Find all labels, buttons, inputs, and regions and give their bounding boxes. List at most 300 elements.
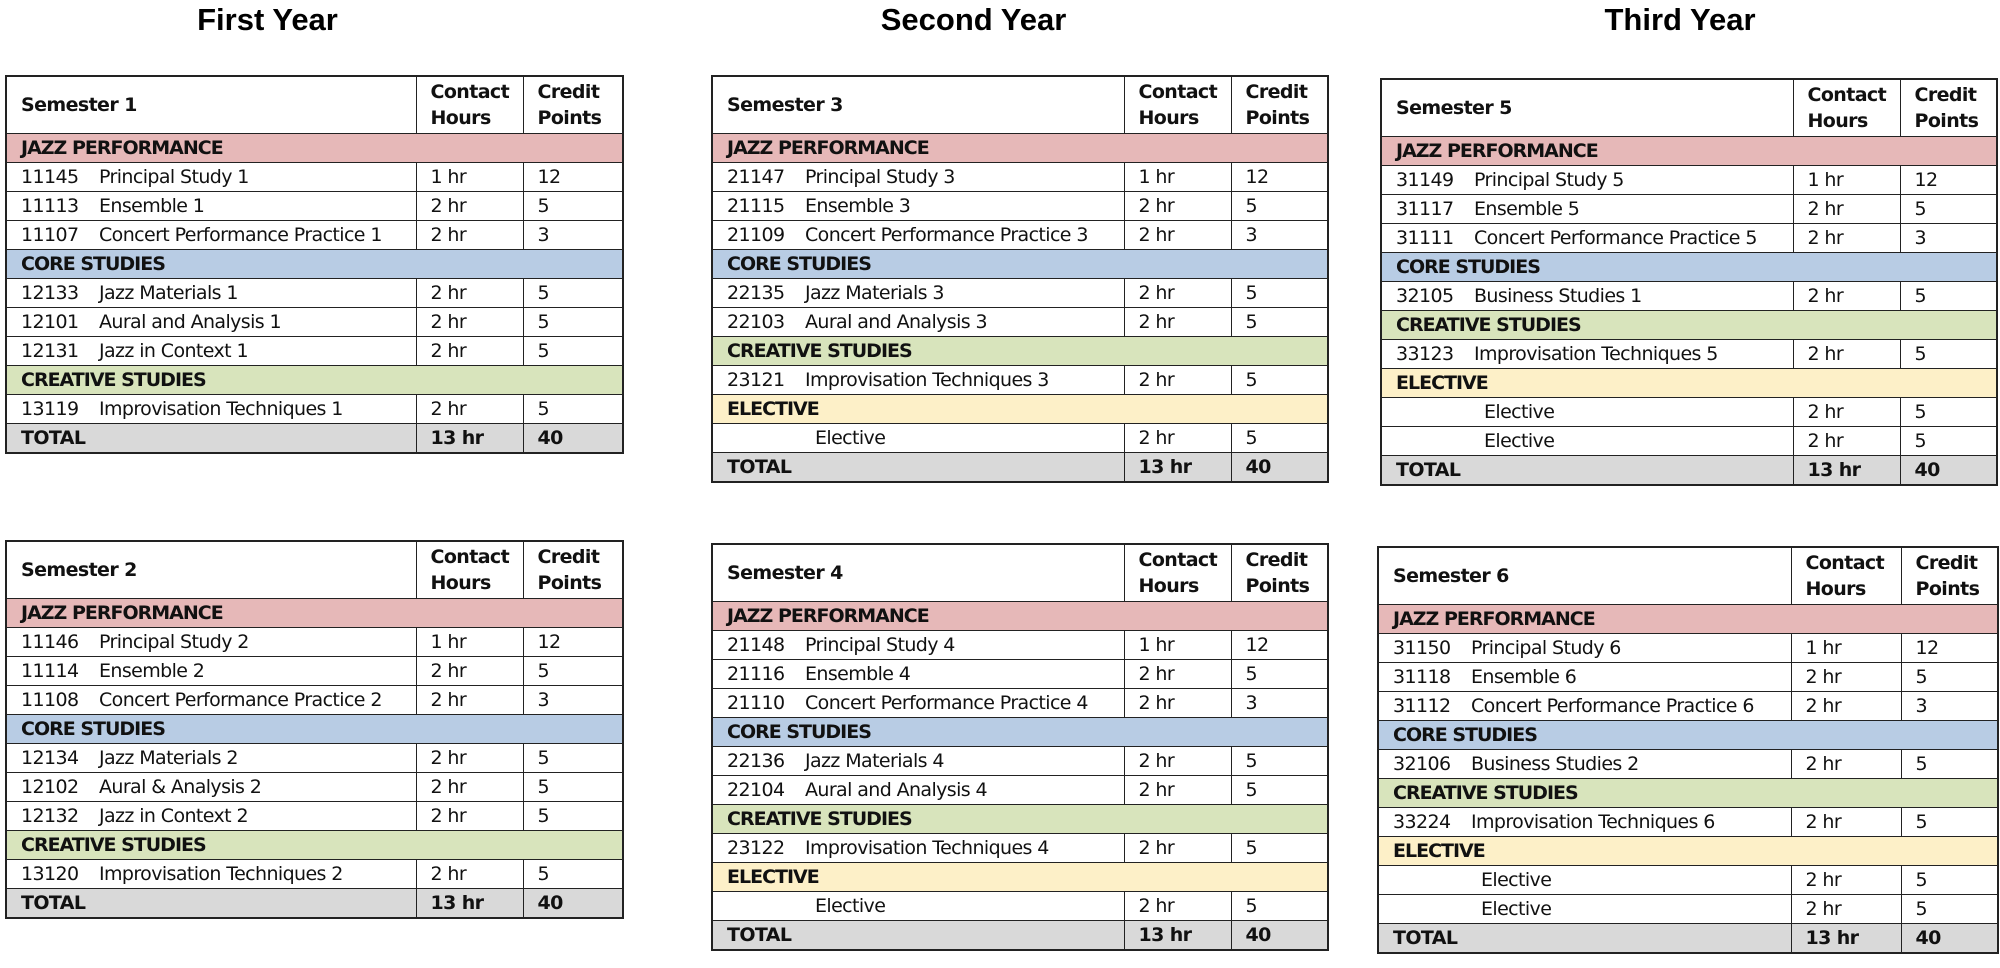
credit-points: 3 [1231, 221, 1328, 250]
total-row [712, 453, 1328, 483]
semester-table [711, 543, 1329, 951]
course-row [1381, 224, 1997, 253]
contact-hours: 2 hr [1793, 282, 1900, 311]
credit-points: 5 [1901, 895, 1998, 924]
header-line: Hours [1138, 107, 1199, 129]
course-cell [1378, 895, 1791, 924]
course-name: Concert Performance Practice 6 [1471, 695, 1754, 717]
category-row [712, 805, 1328, 834]
credit-points: 12 [1231, 163, 1328, 192]
contact-hours: 2 hr [1124, 660, 1231, 689]
credit-points: 5 [523, 279, 623, 308]
category-row [1378, 779, 1998, 808]
total-row [6, 424, 623, 454]
course-code: 21109 [727, 224, 785, 246]
total-points: 40 [523, 424, 623, 454]
course-name: Ensemble 1 [99, 195, 205, 217]
course-name: Concert Performance Practice 4 [805, 692, 1088, 714]
credit-points: 5 [523, 773, 623, 802]
credit-points: 5 [1231, 424, 1328, 453]
course-row [712, 308, 1328, 337]
category-row [6, 715, 623, 744]
course-code: 33123 [1396, 343, 1454, 365]
contact-hours: 2 hr [416, 221, 523, 250]
course-cell [712, 631, 1124, 660]
contact-hours: 2 hr [1793, 224, 1900, 253]
course-cell [712, 660, 1124, 689]
course-code: 21148 [727, 634, 785, 656]
contact-hours: 2 hr [1791, 750, 1901, 779]
category-row [712, 395, 1328, 424]
header-line: Credit [1245, 81, 1308, 103]
credit-points: 5 [523, 744, 623, 773]
course-row [712, 892, 1328, 921]
total-label: TOTAL [1378, 924, 1791, 954]
header-line: Credit [537, 81, 600, 103]
course-row [6, 802, 623, 831]
course-name: Ensemble 3 [805, 195, 911, 217]
credit-points: 5 [523, 657, 623, 686]
course-name: Elective [1481, 898, 1552, 920]
course-row [6, 744, 623, 773]
course-row [6, 163, 623, 192]
course-name: Aural and Analysis 4 [805, 779, 988, 801]
category-row [1378, 721, 1998, 750]
category-label: CREATIVE STUDIES [1378, 779, 1998, 808]
total-points: 40 [1901, 924, 1998, 954]
header-row [1381, 79, 1997, 137]
course-code: 22136 [727, 750, 785, 772]
contact-hours: 2 hr [1124, 776, 1231, 805]
course-cell [712, 776, 1124, 805]
course-row [712, 279, 1328, 308]
category-row [6, 366, 623, 395]
contact-hours: 2 hr [1793, 427, 1900, 456]
credit-points: 5 [1231, 892, 1328, 921]
course-code: 22104 [727, 779, 785, 801]
course-name: Principal Study 1 [99, 166, 249, 188]
total-row [712, 921, 1328, 951]
course-code: 31150 [1393, 637, 1451, 659]
header-line: Points [1245, 575, 1310, 597]
category-row [1378, 605, 1998, 634]
course-name: Business Studies 2 [1471, 753, 1639, 775]
course-row [1378, 866, 1998, 895]
course-name: Improvisation Techniques 4 [805, 837, 1049, 859]
category-label: CORE STUDIES [712, 718, 1328, 747]
contact-hours: 2 hr [416, 192, 523, 221]
contact-hours: 2 hr [1791, 692, 1901, 721]
course-row [1378, 692, 1998, 721]
header-row [1378, 547, 1998, 605]
course-row [6, 192, 623, 221]
course-code: 11113 [21, 195, 79, 217]
course-cell [712, 221, 1124, 250]
course-cell [6, 860, 416, 889]
semester-name: Semester 5 [1381, 79, 1793, 137]
course-code: 12133 [21, 282, 79, 304]
credit-points-header [1231, 76, 1328, 134]
category-row [6, 831, 623, 860]
semester-name: Semester 3 [712, 76, 1124, 134]
course-code: 31111 [1396, 227, 1454, 249]
course-code: 21147 [727, 166, 785, 188]
course-name: Aural & Analysis 2 [99, 776, 262, 798]
course-code: 12132 [21, 805, 79, 827]
course-name: Ensemble 2 [99, 660, 205, 682]
course-cell [1381, 195, 1793, 224]
category-label: ELECTIVE [1378, 837, 1998, 866]
credit-points: 12 [1901, 634, 1998, 663]
category-row [1381, 369, 1997, 398]
credit-points-header [523, 541, 623, 599]
course-row [1378, 634, 1998, 663]
credit-points: 5 [1231, 192, 1328, 221]
course-cell [1381, 282, 1793, 311]
contact-hours: 2 hr [416, 657, 523, 686]
course-cell [712, 834, 1124, 863]
contact-hours: 2 hr [1124, 366, 1231, 395]
credit-points: 3 [523, 686, 623, 715]
course-row [1381, 195, 1997, 224]
credit-points: 5 [1900, 340, 1997, 369]
credit-points: 12 [523, 163, 623, 192]
total-row [1378, 924, 1998, 954]
credit-points: 5 [1231, 660, 1328, 689]
header-line: Contact [1138, 549, 1218, 571]
credit-points: 5 [1901, 750, 1998, 779]
contact-hours: 2 hr [416, 773, 523, 802]
contact-hours: 2 hr [416, 279, 523, 308]
credit-points: 5 [523, 860, 623, 889]
course-code: 12134 [21, 747, 79, 769]
course-cell [1381, 166, 1793, 195]
header-row [712, 76, 1328, 134]
category-label: CREATIVE STUDIES [6, 366, 623, 395]
course-cell [712, 308, 1124, 337]
course-cell [1378, 866, 1791, 895]
credit-points: 5 [1231, 366, 1328, 395]
course-name: Ensemble 4 [805, 663, 911, 685]
total-hours: 13 hr [416, 424, 523, 454]
category-row [1381, 311, 1997, 340]
total-label: TOTAL [6, 889, 416, 919]
course-cell [712, 366, 1124, 395]
category-label: JAZZ PERFORMANCE [712, 602, 1328, 631]
course-cell [1378, 750, 1791, 779]
course-name: Concert Performance Practice 1 [99, 224, 382, 246]
credit-points: 5 [523, 395, 623, 424]
total-row [6, 889, 623, 919]
header-line: Points [1245, 107, 1310, 129]
contact-hours-header [1793, 79, 1900, 137]
course-cell [6, 308, 416, 337]
course-row [712, 776, 1328, 805]
course-code: 12102 [21, 776, 79, 798]
credit-points: 5 [1231, 776, 1328, 805]
course-cell [6, 744, 416, 773]
category-label: JAZZ PERFORMANCE [1381, 137, 1997, 166]
course-name: Concert Performance Practice 5 [1474, 227, 1757, 249]
contact-hours: 2 hr [1793, 398, 1900, 427]
credit-points: 5 [1231, 308, 1328, 337]
category-row [712, 602, 1328, 631]
contact-hours: 2 hr [416, 337, 523, 366]
credit-points: 5 [523, 337, 623, 366]
course-name: Improvisation Techniques 6 [1471, 811, 1715, 833]
contact-hours: 1 hr [416, 628, 523, 657]
semester-name: Semester 4 [712, 544, 1124, 602]
category-label: CREATIVE STUDIES [6, 831, 623, 860]
course-cell [6, 163, 416, 192]
header-line: Points [1915, 578, 1980, 600]
total-label: TOTAL [712, 453, 1124, 483]
course-name: Elective [1481, 869, 1552, 891]
year-title-third: Third Year [1604, 2, 1756, 37]
course-row [6, 221, 623, 250]
total-points: 40 [1900, 456, 1997, 486]
header-line: Hours [430, 107, 491, 129]
total-hours: 13 hr [1124, 921, 1231, 951]
semester-table [1380, 78, 1998, 486]
course-code: 12101 [21, 311, 79, 333]
category-label: ELECTIVE [712, 863, 1328, 892]
course-cell [6, 686, 416, 715]
course-row [1381, 340, 1997, 369]
course-row [1381, 398, 1997, 427]
course-cell [6, 657, 416, 686]
course-name: Principal Study 3 [805, 166, 955, 188]
credit-points-header [1901, 547, 1998, 605]
credit-points: 5 [1900, 282, 1997, 311]
course-row [712, 747, 1328, 776]
credit-points: 5 [1900, 427, 1997, 456]
contact-hours: 2 hr [1791, 808, 1901, 837]
course-code: 11107 [21, 224, 79, 246]
contact-hours: 2 hr [416, 802, 523, 831]
course-row [712, 221, 1328, 250]
course-cell [1378, 634, 1791, 663]
category-label: ELECTIVE [1381, 369, 1997, 398]
course-row [6, 308, 623, 337]
course-row [6, 395, 623, 424]
course-code: 22103 [727, 311, 785, 333]
course-row [1381, 166, 1997, 195]
course-row [6, 337, 623, 366]
contact-hours: 1 hr [1791, 634, 1901, 663]
contact-hours: 2 hr [1124, 221, 1231, 250]
course-name: Improvisation Techniques 2 [99, 863, 343, 885]
credit-points: 12 [1231, 631, 1328, 660]
semester-name: Semester 2 [6, 541, 416, 599]
header-row [712, 544, 1328, 602]
header-line: Contact [1807, 84, 1887, 106]
course-cell [6, 337, 416, 366]
total-points: 40 [523, 889, 623, 919]
header-line: Points [537, 107, 602, 129]
header-row [6, 541, 623, 599]
semester-name: Semester 6 [1378, 547, 1791, 605]
course-cell [712, 163, 1124, 192]
course-name: Jazz in Context 1 [99, 340, 248, 362]
course-code: 32106 [1393, 753, 1451, 775]
contact-hours: 2 hr [1124, 192, 1231, 221]
course-name: Jazz Materials 2 [99, 747, 238, 769]
category-row [712, 337, 1328, 366]
semester-table [711, 75, 1329, 483]
total-label: TOTAL [1381, 456, 1793, 486]
credit-points-header [1900, 79, 1997, 137]
total-label: TOTAL [6, 424, 416, 454]
category-label: CORE STUDIES [6, 715, 623, 744]
course-code: 33224 [1393, 811, 1451, 833]
credit-points: 5 [1231, 834, 1328, 863]
header-line: Points [537, 572, 602, 594]
course-name: Improvisation Techniques 5 [1474, 343, 1718, 365]
course-code: 23122 [727, 837, 785, 859]
contact-hours: 2 hr [1124, 747, 1231, 776]
header-line: Hours [1138, 575, 1199, 597]
course-row [1381, 427, 1997, 456]
course-name: Jazz Materials 4 [805, 750, 944, 772]
contact-hours: 2 hr [1793, 340, 1900, 369]
header-row [6, 76, 623, 134]
course-cell [712, 279, 1124, 308]
course-row [6, 657, 623, 686]
course-row [6, 628, 623, 657]
contact-hours: 2 hr [1124, 308, 1231, 337]
course-name: Ensemble 5 [1474, 198, 1580, 220]
contact-hours: 2 hr [1124, 279, 1231, 308]
credit-points: 12 [1900, 166, 1997, 195]
course-row [712, 424, 1328, 453]
header-line: Credit [1245, 549, 1308, 571]
header-line: Hours [430, 572, 491, 594]
semester-table [5, 75, 624, 454]
category-label: CORE STUDIES [6, 250, 623, 279]
category-label: CORE STUDIES [1381, 253, 1997, 282]
total-hours: 13 hr [416, 889, 523, 919]
contact-hours-header [416, 541, 523, 599]
course-row [712, 192, 1328, 221]
total-row [1381, 456, 1997, 486]
credit-points: 5 [1231, 279, 1328, 308]
header-line: Contact [1138, 81, 1218, 103]
category-label: ELECTIVE [712, 395, 1328, 424]
header-line: Contact [430, 81, 510, 103]
course-cell [1381, 224, 1793, 253]
course-code: 11114 [21, 660, 79, 682]
course-code: 32105 [1396, 285, 1454, 307]
course-name: Jazz in Context 2 [99, 805, 248, 827]
category-row [1381, 137, 1997, 166]
course-name: Elective [815, 895, 886, 917]
contact-hours: 2 hr [416, 395, 523, 424]
contact-hours: 1 hr [1124, 163, 1231, 192]
course-row [6, 686, 623, 715]
course-name: Concert Performance Practice 2 [99, 689, 382, 711]
course-code: 31118 [1393, 666, 1451, 688]
contact-hours: 2 hr [416, 308, 523, 337]
course-code: 31117 [1396, 198, 1454, 220]
total-points: 40 [1231, 453, 1328, 483]
course-code: 23121 [727, 369, 785, 391]
category-row [712, 134, 1328, 163]
course-code: 13120 [21, 863, 79, 885]
contact-hours: 2 hr [1124, 834, 1231, 863]
course-name: Elective [815, 427, 886, 449]
category-label: CREATIVE STUDIES [712, 337, 1328, 366]
year-title-first: First Year [197, 2, 338, 37]
credit-points: 3 [1231, 689, 1328, 718]
credit-points: 5 [1901, 866, 1998, 895]
header-line: Credit [1915, 552, 1978, 574]
course-cell [1378, 808, 1791, 837]
course-cell [6, 221, 416, 250]
course-row [6, 279, 623, 308]
contact-hours: 2 hr [1124, 689, 1231, 718]
course-name: Principal Study 4 [805, 634, 955, 656]
contact-hours-header [1124, 76, 1231, 134]
course-cell [6, 628, 416, 657]
course-row [6, 860, 623, 889]
course-code: 11108 [21, 689, 79, 711]
course-name: Elective [1484, 430, 1555, 452]
contact-hours: 2 hr [1791, 895, 1901, 924]
course-row [712, 163, 1328, 192]
semester-name: Semester 1 [6, 76, 416, 134]
category-label: CORE STUDIES [1378, 721, 1998, 750]
course-row [712, 631, 1328, 660]
header-line: Hours [1805, 578, 1866, 600]
course-name: Principal Study 6 [1471, 637, 1621, 659]
course-cell [6, 773, 416, 802]
category-label: JAZZ PERFORMANCE [712, 134, 1328, 163]
course-code: 11145 [21, 166, 79, 188]
credit-points: 5 [523, 192, 623, 221]
contact-hours: 2 hr [416, 860, 523, 889]
credit-points: 5 [1900, 195, 1997, 224]
contact-hours: 1 hr [1124, 631, 1231, 660]
course-row [712, 366, 1328, 395]
credit-points: 5 [1900, 398, 1997, 427]
category-label: CREATIVE STUDIES [1381, 311, 1997, 340]
credit-points-header [523, 76, 623, 134]
total-hours: 13 hr [1791, 924, 1901, 954]
course-cell [1381, 398, 1793, 427]
course-row [712, 689, 1328, 718]
category-label: CREATIVE STUDIES [712, 805, 1328, 834]
course-cell [712, 892, 1124, 921]
credit-points: 5 [523, 802, 623, 831]
total-label: TOTAL [712, 921, 1124, 951]
course-name: Principal Study 2 [99, 631, 249, 653]
contact-hours-header [1124, 544, 1231, 602]
contact-hours: 2 hr [1791, 663, 1901, 692]
credit-points: 5 [523, 308, 623, 337]
course-name: Aural and Analysis 1 [99, 311, 282, 333]
contact-hours-header [416, 76, 523, 134]
contact-hours: 1 hr [416, 163, 523, 192]
contact-hours: 2 hr [1791, 866, 1901, 895]
contact-hours-header [1791, 547, 1901, 605]
header-line: Credit [1914, 84, 1977, 106]
credit-points-header [1231, 544, 1328, 602]
course-code: 12131 [21, 340, 79, 362]
header-line: Points [1914, 110, 1979, 132]
credit-points: 12 [523, 628, 623, 657]
category-label: CORE STUDIES [712, 250, 1328, 279]
